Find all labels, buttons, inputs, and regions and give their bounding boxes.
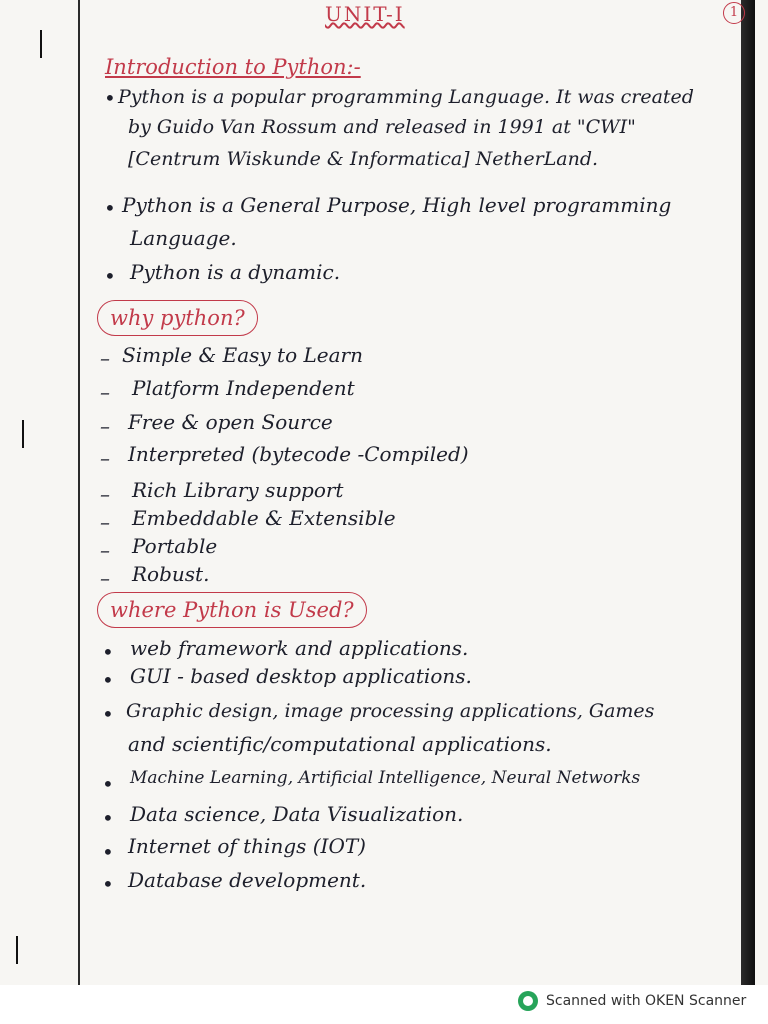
intro-line: by Guido Van Rossum and released in 1991 at "CWI" [128, 116, 636, 138]
scanner-text: Scanned with OKEN Scanner [546, 993, 747, 1009]
bullet-icon: • [104, 86, 116, 110]
bullet-icon: • [104, 264, 116, 288]
bullet-icon: • [102, 840, 114, 864]
page-edge-shadow [741, 0, 755, 985]
dash-icon: – [100, 346, 110, 370]
dash-icon: – [100, 510, 110, 534]
intro-line: [Centrum Wiskunde & Informatica] NetherLand. [128, 148, 599, 170]
bullet-icon: • [102, 806, 114, 830]
dash-icon: – [100, 566, 110, 590]
why-item: Platform Independent [132, 376, 355, 400]
why-item: Embeddable & Extensible [132, 506, 396, 530]
where-item: Graphic design, image processing applications, Games [126, 700, 655, 722]
bullet-icon: • [104, 196, 116, 220]
where-item: Database development. [128, 868, 367, 892]
bullet-icon: • [102, 702, 114, 726]
where-item: Machine Learning, Artificial Intelligence, Neural Networks [130, 768, 641, 788]
why-python-heading: why python? [97, 300, 258, 336]
margin-line [78, 0, 80, 985]
oken-scanner-logo-icon [518, 991, 538, 1011]
intro-line: Python is a dynamic. [130, 260, 341, 284]
margin-tick [40, 30, 42, 58]
dash-icon: – [100, 482, 110, 506]
why-item: Portable [132, 534, 218, 558]
bullet-icon: • [102, 640, 114, 664]
dash-icon: – [100, 380, 110, 404]
intro-line: Python is a General Purpose, High level programming [122, 193, 672, 217]
dash-icon: – [100, 446, 110, 470]
dash-icon: – [100, 538, 110, 562]
dash-icon: – [100, 414, 110, 438]
margin-tick [16, 936, 18, 964]
why-item: Robust. [132, 562, 210, 586]
why-item: Simple & Easy to Learn [122, 343, 363, 367]
where-item: web framework and applications. [130, 636, 469, 660]
why-item: Rich Library support [132, 478, 344, 502]
unit-title: UNIT-I [325, 2, 405, 26]
page-number: 1 [723, 2, 745, 24]
where-python-heading: where Python is Used? [97, 592, 367, 628]
intro-line: Python is a popular programming Language. It was created [118, 86, 694, 108]
bullet-icon: • [102, 772, 114, 796]
why-item: Free & open Source [128, 410, 333, 434]
why-item: Interpreted (bytecode -Compiled) [128, 442, 469, 466]
intro-line: Language. [130, 226, 237, 250]
bullet-icon: • [102, 668, 114, 692]
where-item: Internet of things (IOT) [128, 834, 366, 858]
intro-heading: Introduction to Python:- [105, 55, 361, 79]
scanner-watermark [518, 990, 746, 1012]
where-item: and scientific/computational applications. [128, 732, 552, 756]
where-item: Data science, Data Visualization. [130, 802, 464, 826]
margin-tick [22, 420, 24, 448]
where-item: GUI - based desktop applications. [130, 664, 472, 688]
bullet-icon: • [102, 872, 114, 896]
